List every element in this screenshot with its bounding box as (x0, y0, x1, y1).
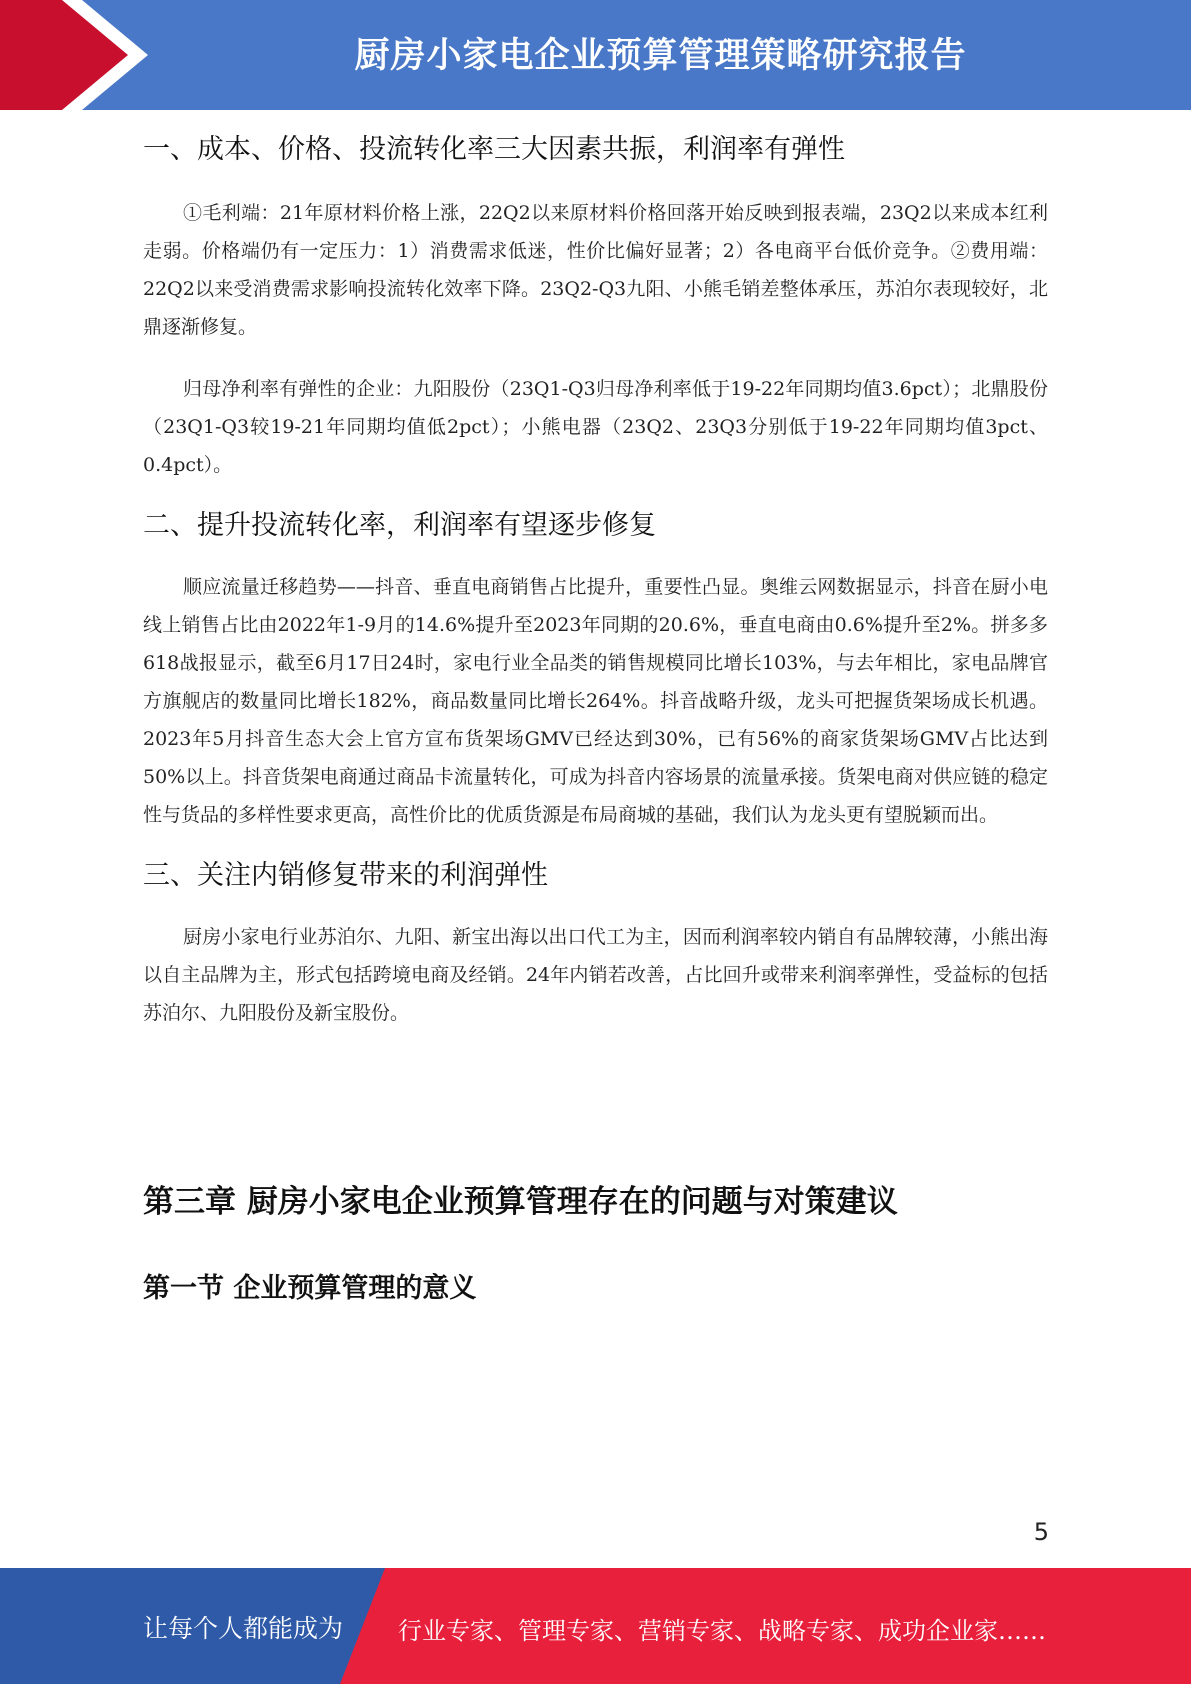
section-heading-1: 一、成本、价格、投流转化率三大因素共振，利润率有弹性 (143, 134, 845, 165)
section-title: 第一节 企业预算管理的意义 (143, 1273, 477, 1304)
footer-slogan-left: 让每个人都能成为 (143, 1614, 344, 1643)
chapter-title: 第三章 厨房小家电企业预算管理存在的问题与对策建议 (143, 1184, 898, 1220)
header-banner (0, 0, 1191, 110)
paragraph: ①毛利端：21年原材料价格上涨，22Q2以来原材料价格回落开始反映到报表端，23Q2以来成本红利走弱。价格端仍有一定压力：1）消费需求低迷，性价比偏好显著；2）各电商平台低价竞争。②费用端：22Q2以来受消费需求影响投流转化效率下降。23Q2-Q3九阳、小熊毛销差整体承压，苏泊尔表现较好，北鼎逐渐修复。 (143, 202, 1048, 338)
paragraph: 归母净利率有弹性的企业：九阳股份（23Q1-Q3归母净利率低于19-22年同期均值3.6pct）；北鼎股份（23Q1-Q3较19-21年同期均值低2pct）；小熊电器（23Q2、23Q3分别低于19-22年同期均值3pct、0.4pct）。 (143, 378, 1048, 476)
section-heading-3: 三、关注内销修复带来的利润弹性 (143, 860, 548, 891)
paragraph: 厨房小家电行业苏泊尔、九阳、新宝出海以出口代工为主，因而利润率较内销自有品牌较薄，小熊出海以自主品牌为主，形式包括跨境电商及经销。24年内销若改善，占比回升或带来利润率弹性，受益标的包括苏泊尔、九阳股份及新宝股份。 (143, 926, 1048, 1024)
main-content (143, 128, 1048, 1311)
footer-banner (0, 1568, 1191, 1684)
footer-slogan-right: 行业专家、管理专家、营销专家、战略专家、成功企业家…… (398, 1617, 1046, 1645)
paragraph: 顺应流量迁移趋势——抖音、垂直电商销售占比提升，重要性凸显。奥维云网数据显示，抖音在厨小电线上销售占比由2022年1-9月的14.6%提升至2023年同期的20.6%，垂直电商由0.6%提升至2%。拼多多618战报显示，截至6月17日24时，家电行业全品类的销售规模同比增长103%，与去年相比，家电品牌官方旗舰店的数量同比增长182%，商品数量同比增长264%。抖音战略升级，龙头可把握货架场成长机遇。2023年5月抖音生态大会上官方宣布货架场GMV已经达到30%，已有56%的商家货架场GMV占比达到50%以上。抖音货架电商通过商品卡流量转化，可成为抖音内容场景的流量承接。货架电商对供应链的稳定性与货品的多样性要求更高，高性价比的优质货源是布局商城的基础，我们认为龙头更有望脱颖而出。 (143, 576, 1048, 826)
page-number: 5 (1033, 1518, 1049, 1546)
report-title: 厨房小家电企业预算管理策略研究报告 (354, 36, 967, 76)
section-heading-2: 二、提升投流转化率，利润率有望逐步修复 (143, 510, 656, 541)
